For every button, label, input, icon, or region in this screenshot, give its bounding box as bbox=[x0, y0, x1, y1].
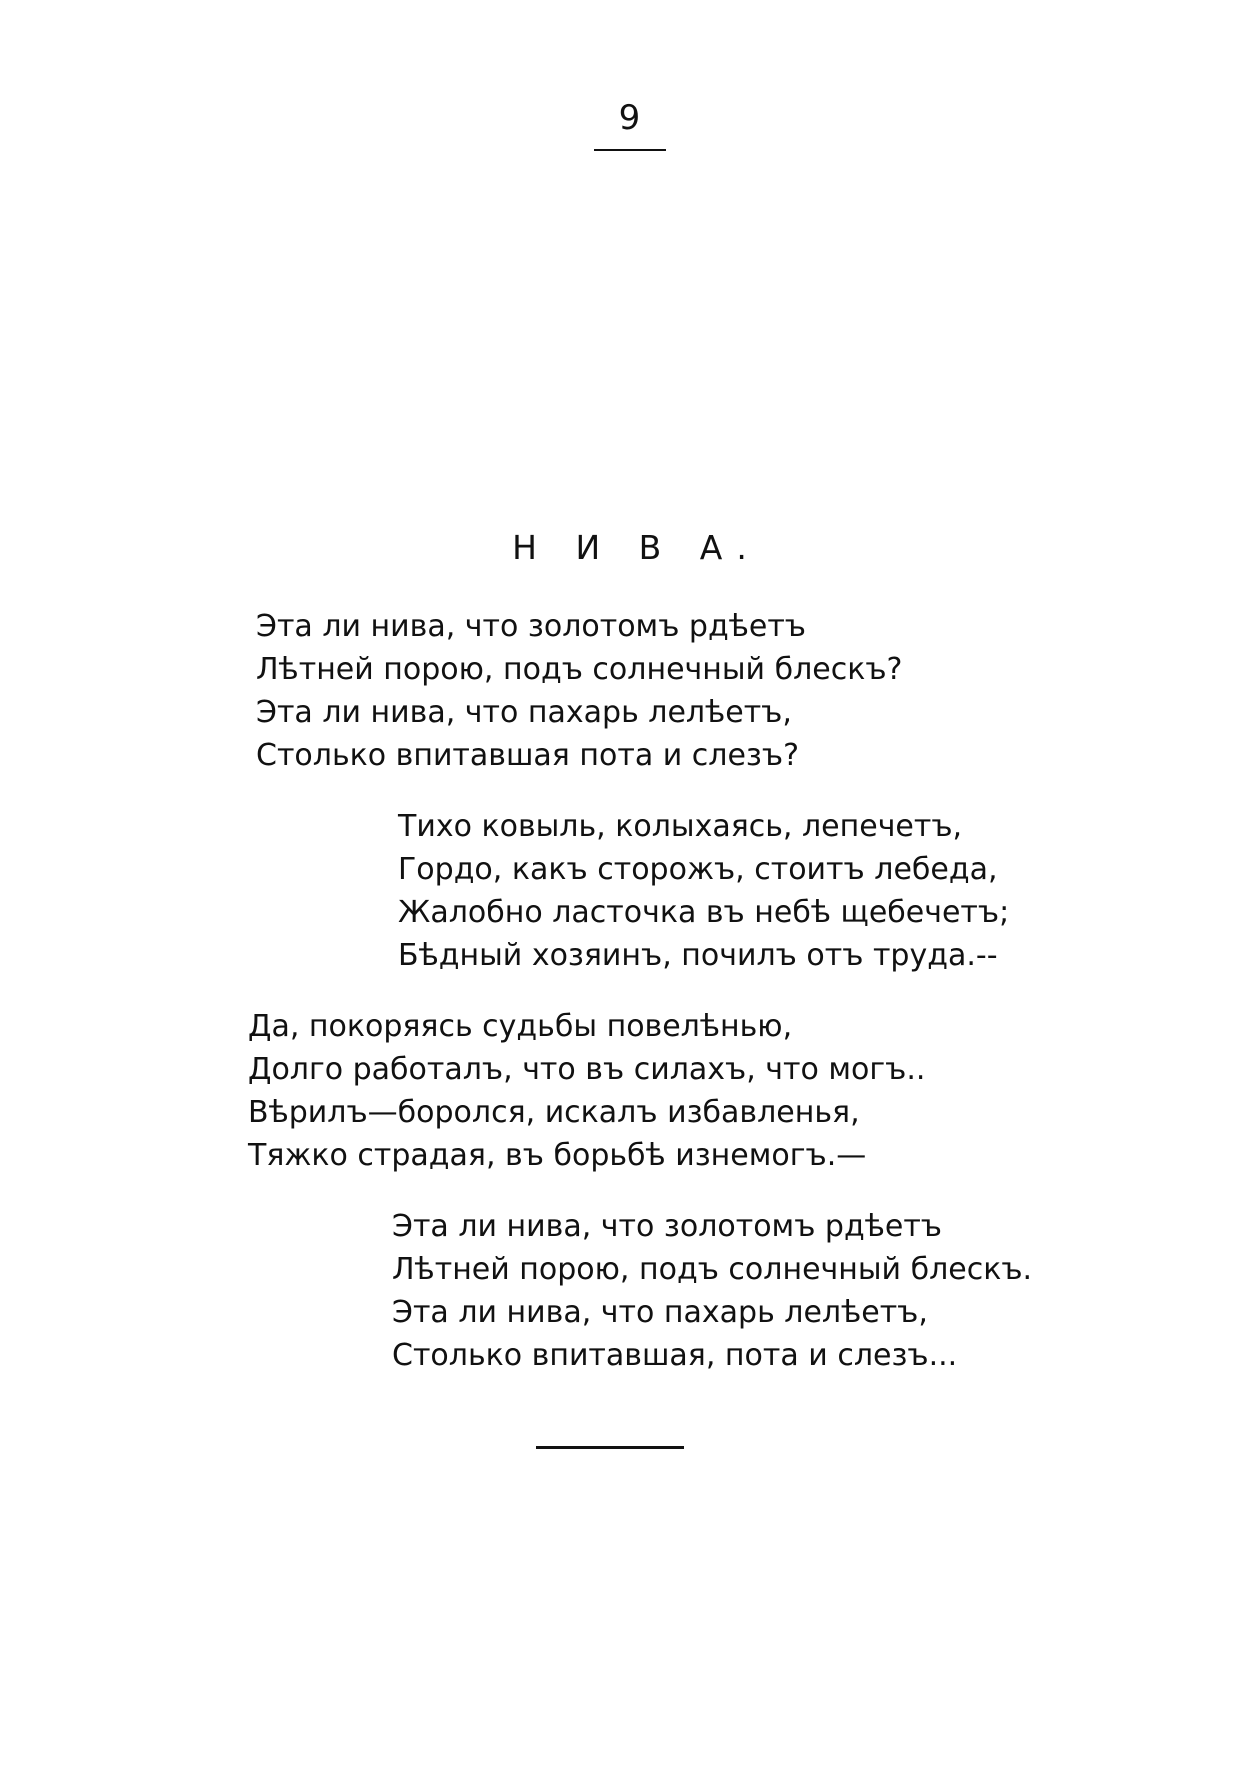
poem-title: Н И В А. bbox=[512, 528, 761, 567]
poem-line: Эта ли нива, что золотомъ рдѣетъ bbox=[256, 609, 806, 644]
poem-line: Эта ли нива, что пахарь лелѣетъ, bbox=[256, 695, 792, 730]
page-number: 9 bbox=[618, 98, 641, 138]
poem-line: Жалобно ласточка въ небѣ щебечетъ; bbox=[398, 895, 1010, 930]
poem-line: Лѣтней порою, подъ солнечный блескъ? bbox=[256, 652, 903, 687]
poem-line: Столько впитавшая, пота и слезъ... bbox=[392, 1338, 958, 1373]
poem-line: Да, покоряясь судьбы повелѣнью, bbox=[248, 1009, 793, 1044]
poem-line: Эта ли нива, что золотомъ рдѣетъ bbox=[392, 1209, 942, 1244]
end-divider bbox=[536, 1446, 684, 1449]
poem-line: Тихо ковыль, колыхаясь, лепечетъ, bbox=[398, 809, 963, 844]
stanza-1 bbox=[256, 605, 902, 777]
stanza-4 bbox=[392, 1205, 1032, 1377]
page-number-underline bbox=[594, 149, 666, 151]
poem-line: Вѣрилъ—боролся, искалъ избавленья, bbox=[248, 1095, 860, 1130]
poem-line: Бѣдный хозяинъ, почилъ отъ труда.-- bbox=[398, 938, 998, 973]
poem-line: Эта ли нива, что пахарь лелѣетъ, bbox=[392, 1295, 928, 1330]
poem-line: Тяжко страдая, въ борьбѣ изнемогъ.— bbox=[248, 1138, 867, 1173]
poem-line: Долго работалъ, что въ силахъ, что могъ.. bbox=[248, 1052, 926, 1087]
poem-line: Гордо, какъ сторожъ, стоитъ лебеда, bbox=[398, 852, 998, 887]
poem-line: Лѣтней порою, подъ солнечный блескъ. bbox=[392, 1252, 1033, 1287]
poem-line: Столько впитавшая пота и слезъ? bbox=[256, 738, 799, 773]
stanza-2 bbox=[398, 805, 1009, 977]
stanza-3 bbox=[248, 1005, 925, 1177]
